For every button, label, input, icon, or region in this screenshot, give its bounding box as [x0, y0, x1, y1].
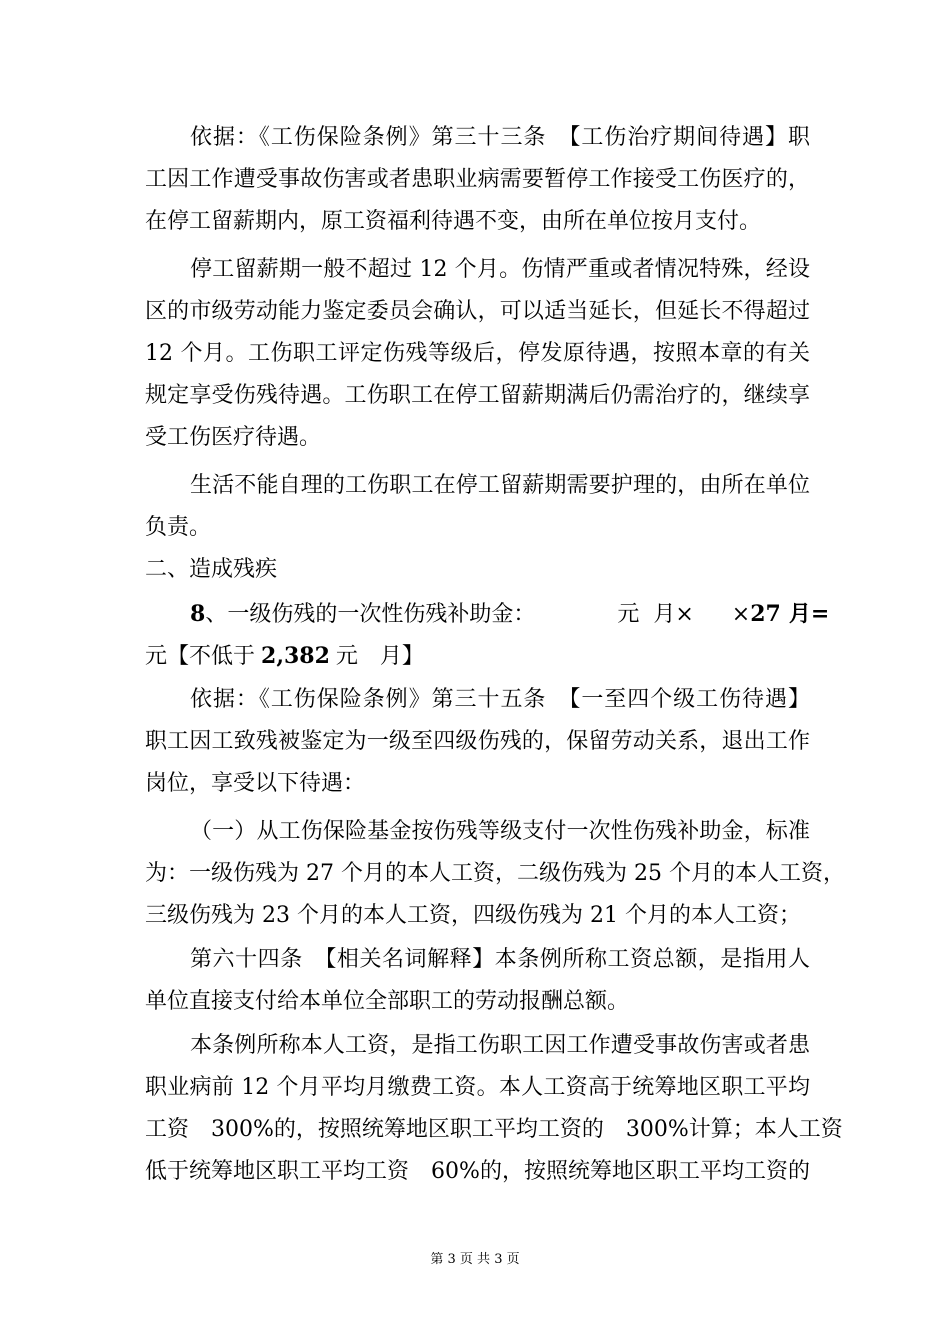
unit-yuan: 元 — [145, 644, 168, 669]
minimum-amount: 2,382 — [261, 643, 330, 669]
paragraph-line: 工因工作遭受事故伤害或者患职业病需要暂停工作接受工伤医疗的， — [145, 167, 810, 192]
paragraph-line: 本条例所称本人工资，是指工伤职工因工作遭受事故伤害或者患 — [190, 1033, 810, 1058]
paragraph-line: 规定享受伤残待遇。工伤职工在停工留薪期满后仍需治疗的，继续享 — [145, 383, 810, 408]
paragraph-line: 停工留薪期一般不超过 12 个月。伤情严重或者情况特殊，经设 — [190, 257, 810, 282]
item-number: 8 — [190, 601, 206, 627]
paragraph-line: （一）从工伤保险基金按伤残等级支付一次性伤残补助金，标准 — [190, 819, 810, 844]
paragraph-line: 生活不能自理的工伤职工在停工留薪期需要护理的，由所在单位 — [190, 473, 810, 498]
paragraph-line: 受工伤医疗待遇。 — [145, 425, 322, 450]
page-number-footer: 第 3 页 共 3 页 — [430, 1252, 520, 1267]
paragraph-line: 依据：《工伤保险条例》第三十三条 【工伤治疗期间待遇】职 — [190, 125, 810, 150]
paragraph-line: 在停工留薪期内，原工资福利待遇不变，由所在单位按月支付。 — [145, 209, 762, 234]
paragraph-line: 为：一级伤残为 27 个月的本人工资，二级伤残为 25 个月的本人工资， — [145, 861, 845, 886]
paragraph-line: 三级伤残为 23 个月的本人工资，四级伤残为 21 个月的本人工资； — [145, 903, 801, 928]
paragraph-line: 12 个月。工伤职工评定伤残等级后，停发原待遇，按照本章的有关 — [145, 341, 810, 366]
paragraph-line: 工资 300%的，按照统筹地区职工平均工资的 300%计算；本人工资 — [145, 1117, 843, 1142]
paragraph-line: 岗位，享受以下待遇： — [145, 771, 366, 796]
paragraph-line: 职业病前 12 个月平均月缴费工资。本人工资高于统筹地区职工平均 — [145, 1075, 810, 1100]
item-8-result-line — [145, 636, 810, 676]
paragraph-line: 单位直接支付给本单位全部职工的劳动报酬总额。 — [145, 989, 630, 1014]
paragraph-line: 依据：《工伤保险条例》第三十五条 【一至四个级工伤待遇】 — [190, 687, 810, 712]
paragraph-line: 负责。 — [145, 515, 212, 540]
unit-month-times: 月× — [653, 602, 694, 627]
item-label: 、一级伤残的一次性伤残补助金： — [205, 602, 536, 627]
minimum-bracket-close: 元 月】 — [335, 644, 424, 669]
months-value: 27 — [750, 601, 781, 627]
section-heading: 二、造成残疾 — [145, 557, 278, 582]
paragraph-line: 职工因工致残被鉴定为一级至四级伤残的，保留劳动关系，退出工作 — [145, 729, 810, 754]
unit-month-equals: 月= — [788, 601, 830, 627]
paragraph-line: 区的市级劳动能力鉴定委员会确认，可以适当延长，但延长不得超过 — [145, 299, 810, 324]
paragraph-line: 低于统筹地区职工平均工资 60%的，按照统筹地区职工平均工资的 — [145, 1159, 810, 1184]
times-sign: × — [731, 602, 751, 627]
minimum-bracket-open: 【不低于 — [167, 644, 256, 669]
paragraph-line: 第六十四条 【相关名词解释】本条例所称工资总额，是指用人 — [190, 947, 810, 972]
item-8-line — [190, 594, 830, 634]
unit-yuan: 元 — [617, 602, 640, 627]
